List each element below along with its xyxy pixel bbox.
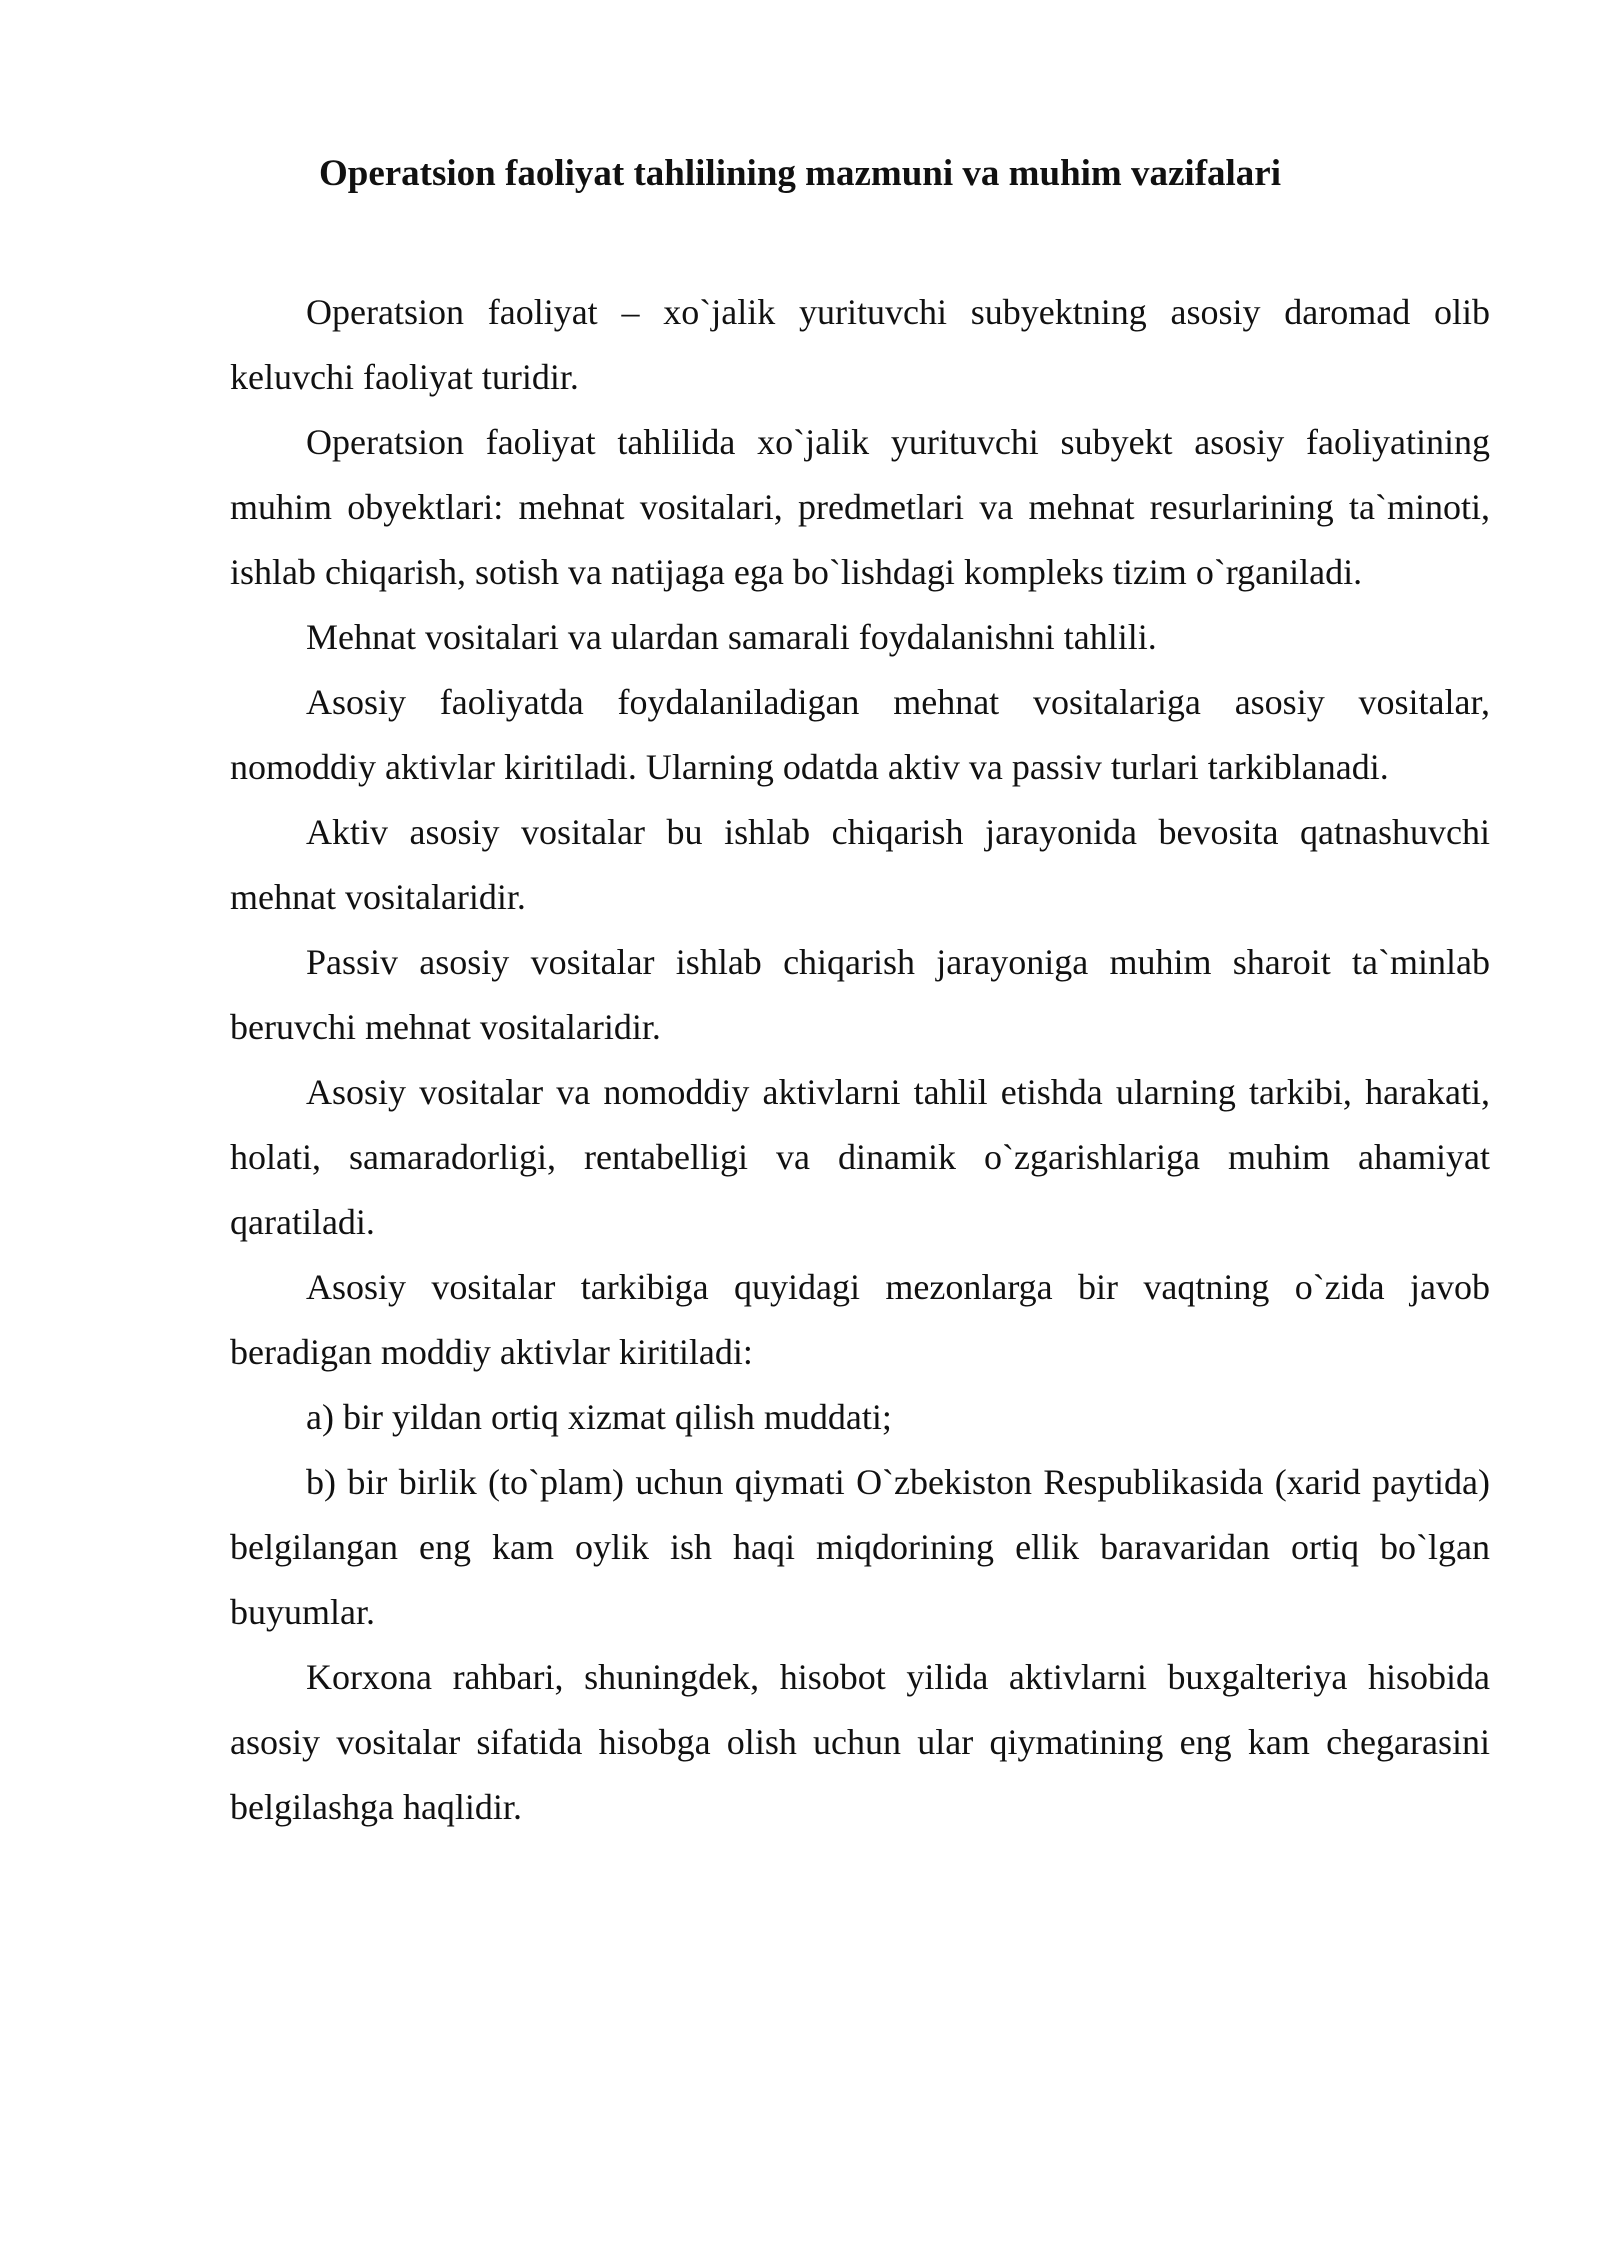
paragraph-threshold: Korxona rahbari, shuningdek, hisobot yilida aktivlarni buxgalteriya hisobida asosiy vositalar sifatida hisobga olish uchun ular qiymatining eng kam chegarasini belgilashga haqlidir. [230,1657,1490,1827]
document-title: Operatsion faoliyat tahlilining mazmuni va muhim vazifalari [318,153,1282,194]
paragraph-analysis-objects: Operatsion faoliyat tahlilida xo`jalik yurituvchi subyekt asosiy faoliyatining muhim obyektlari: mehnat vositalari, predmetlari va mehnat resurlarining ta`minoti, ishlab chiqarish, sotish va natijaga ega bo`lishdagi kompleks tizim o`rganiladi. [230,422,1490,592]
paragraph-passive-assets: Passiv asosiy vositalar ishlab chiqarish jarayoniga muhim sharoit ta`minlab beruvchi mehnat vositalaridir. [230,942,1490,1047]
list-item-criterion-a: a) bir yildan ortiq xizmat qilish muddati; [306,1397,892,1437]
paragraph-criteria-intro: Asosiy vositalar tarkibiga quyidagi mezonlarga bir vaqtning o`zida javob beradigan moddiy aktivlar kiritiladi: [230,1267,1490,1372]
list-item-criterion-b: b) bir birlik (to`plam) uchun qiymati O`zbekiston Respublikasida (xarid paytida) belgilangan eng kam oylik ish haqi miqdorining ellik baravaridan ortiq bo`lgan buyumlar. [230,1462,1490,1632]
paragraph-active-assets: Aktiv asosiy vositalar bu ishlab chiqarish jarayonida bevosita qatnashuvchi mehnat vositalaridir. [230,812,1490,917]
paragraph-means-of-labor: Asosiy faoliyatda foydalaniladigan mehnat vositalariga asosiy vositalar, nomoddiy aktivlar kiritiladi. Ularning odatda aktiv va passiv turlari tarkiblanadi. [230,682,1490,787]
paragraph-analysis-focus: Asosiy vositalar va nomoddiy aktivlarni tahlil etishda ularning tarkibi, harakati, holati, samaradorligi, rentabelligi va dinamik o`zgarishlariga muhim ahamiyat qaratiladi. [230,1072,1490,1242]
document-body [230,280,1490,1840]
paragraph-section-heading: Mehnat vositalari va ulardan samarali foydalanishni tahlili. [306,617,1157,657]
paragraph-definition: Operatsion faoliyat – xo`jalik yurituvchi subyektning asosiy daromad olib keluvchi faoliyat turidir. [230,292,1490,397]
